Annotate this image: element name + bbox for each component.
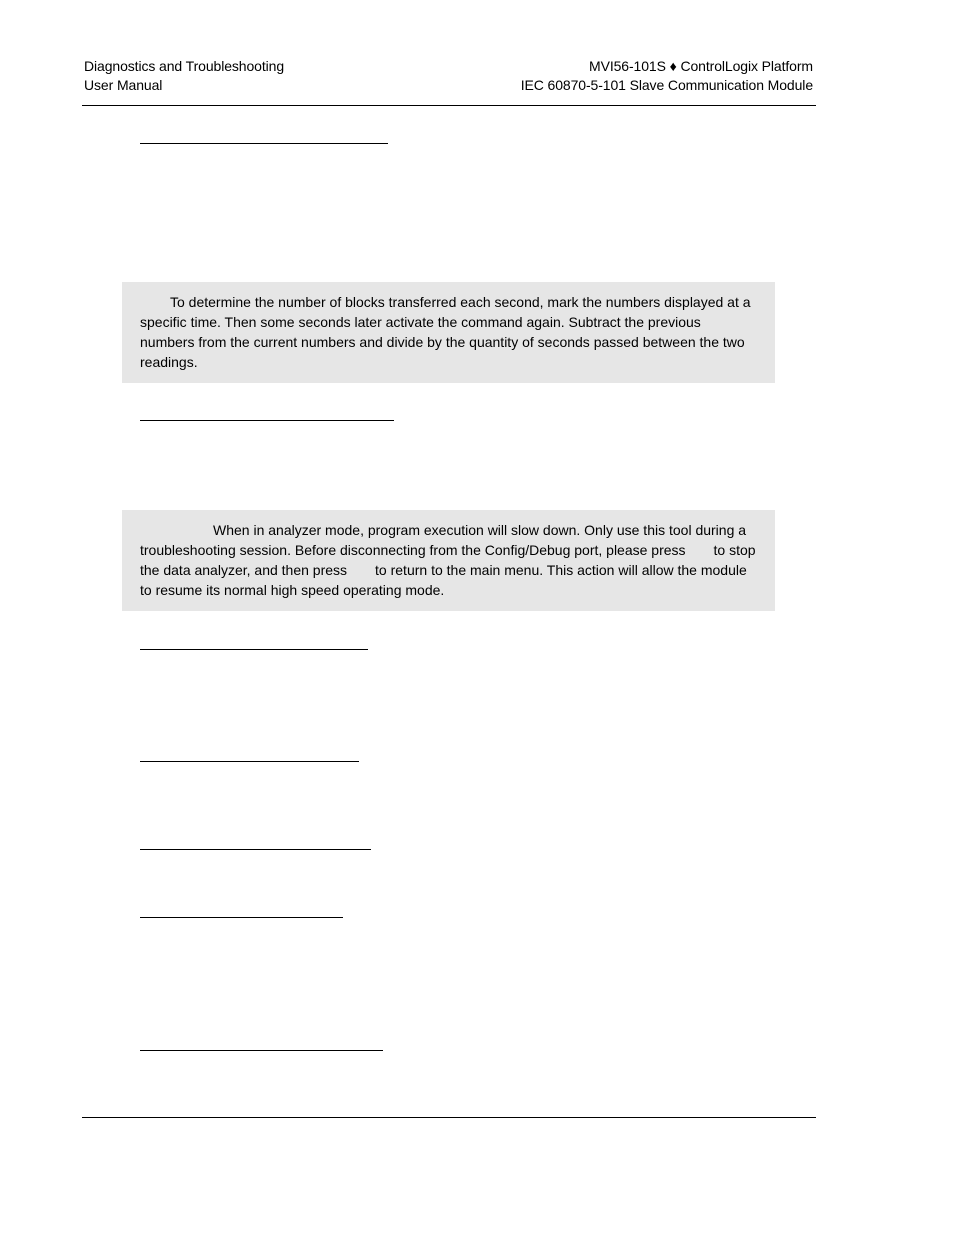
heading-underline-6 [140,917,343,918]
caution-text-part3: to return to the main menu. This action will allow the module to resume its normal high speed operating mode. [140,562,747,598]
heading-underline-4 [140,761,359,762]
header-section-title: Diagnostics and Troubleshooting [84,58,285,74]
running-header-right [521,57,813,95]
footer-divider [82,1117,816,1118]
running-header-left [84,57,284,95]
heading-underline-1 [140,143,388,144]
heading-underline-7 [140,1050,383,1051]
heading-underline-2 [140,420,394,421]
heading-underline-3 [140,649,368,650]
caution-text [140,520,757,600]
heading-underline-5 [140,849,371,850]
caution-box [122,510,775,611]
header-document-type: User Manual [84,77,163,93]
tip-box [122,282,775,383]
header-divider [82,105,816,106]
caution-text-part2: to stop the data analyzer, and then press [140,542,756,578]
header-product-platform: MVI56-101S ♦ ControlLogix Platform [589,58,813,74]
tip-text: To determine the number of blocks transferred each second, mark the numbers displayed at a specific time. Then some seconds later activate the command again. Subtract the previous numbers from the current numbers and divide by the quantity of seconds passed between the two readings. [140,294,751,370]
caution-text-part1: When in analyzer mode, program execution will slow down. Only use this tool during a troubleshooting session. Before disconnecting from the Config/Debug port, please press [140,522,747,558]
header-product-description: IEC 60870-5-101 Slave Communication Module [520,77,813,93]
